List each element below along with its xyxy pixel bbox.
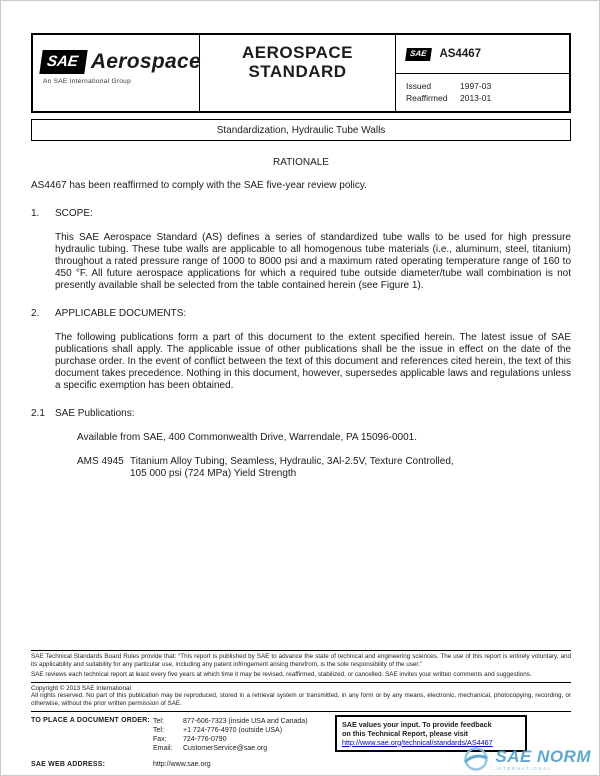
contact-row [153, 735, 308, 744]
logo-aerospace-text: Aerospace [90, 50, 201, 73]
contact-row [153, 717, 308, 726]
feedback-link[interactable]: http://www.sae.org/technical/standards/AS4467 [342, 737, 493, 747]
sae-publications-address: Available from SAE, 400 Commonwealth Drive, Warrendale, PA 15096-0001. [77, 432, 417, 443]
watermark-subtitle: INTERNATIONAL [495, 765, 552, 771]
footer-divider-bottom [31, 711, 571, 712]
review-policy-note: SAE reviews each technical report at least every five years at which time it may be revised, reaffirmed, stabilized, or cancelled. SAE invites your written comments and suggestions. [31, 671, 532, 679]
document-body [31, 157, 571, 480]
scope-heading-label: SCOPE: [55, 208, 93, 219]
contact-label: Email: [153, 744, 173, 752]
document-type-heading [200, 35, 396, 111]
footer-divider-mid [31, 682, 571, 683]
saenorm-watermark [462, 745, 591, 773]
applicable-documents-heading-label: APPLICABLE DOCUMENTS: [55, 308, 187, 319]
contact-value: +1 724-776-4970 (outside USA) [183, 726, 283, 734]
ams-reference-code: AMS 4945 [77, 456, 124, 467]
scope-text: This SAE Aerospace Standard (AS) defines a series of standardized tube walls to be used for high pressure hydraulic tubing. These tube walls are applicable to all homogenous tube materials (i.e., aluminum, steel, titanium) throughout a rated pressure range of 1000 to 8000 psi and a maximum rated operating temperature range of 160 to 450 °F. All future aerospace applications for which a required tube outside diameter/tube wall combination is not presently available shall be selected from the table contained herein (see Figure 1). [55, 232, 571, 291]
logo-subtitle: An SAE International Group [43, 78, 132, 85]
copyright-line: Copyright © 2013 SAE International [31, 684, 131, 692]
reaffirmed-label: Reaffirmed [406, 93, 448, 103]
applicable-documents-text: The following publications form a part of this document to the extent specified herein. The latest issue of SAE publications shall apply. The applicable issue of other publications shall be the issue in effect on the date of the purchase order. In the event of conflict between the text of this document and references cited herein, the text of this document takes precedence. Nothing in this document, however, supersedes applicable laws and regulations unless a specific exemption has been obtained. [55, 332, 571, 391]
sae-publications-heading-label: SAE Publications: [55, 408, 135, 419]
ams-reference-row [77, 456, 571, 480]
contact-value: 877-606-7323 (inside USA and Canada) [183, 717, 308, 725]
all-rights-reserved-line: All rights reserved. No part of this publication may be reproduced, stored in a retrieval system or transmitted, in any form or by any means, electronic, mechanical, photocopying, recording, or otherwise, without the prior written permission of SAE. [31, 692, 571, 707]
watermark-title: SAE NORM [495, 746, 591, 766]
document-number: AS4467 [439, 48, 482, 60]
order-contacts [153, 717, 308, 753]
document-title: Standardization, Hydraulic Tube Walls [31, 119, 571, 141]
rationale-text: AS4467 has been reaffirmed to comply with the SAE five-year review policy. [31, 180, 367, 191]
sae-publications-number: 2.1 [31, 408, 45, 419]
document-header [31, 33, 571, 113]
contact-value: 724-776-0790 [183, 735, 227, 743]
document-id-block [396, 35, 569, 111]
sae-logo-small-icon: SAE [405, 48, 432, 61]
feedback-text-line2: on this Technical Report, please visit [342, 728, 469, 738]
contact-row [153, 744, 308, 753]
rationale-heading: RATIONALE [273, 157, 329, 168]
sae-logo-icon: SAE [39, 50, 87, 74]
sae-aerospace-logo [33, 35, 200, 111]
issued-label: Issued [406, 81, 432, 91]
ams-reference-description: Titanium Alloy Tubing, Seamless, Hydraulic, 3Al-2.5V, Texture Controlled, 105 000 psi (724 MPa) Yield Strength [130, 456, 454, 479]
scope-number: 1. [31, 208, 40, 219]
order-label: TO PLACE A DOCUMENT ORDER: [31, 716, 150, 724]
reaffirmed-date: 2013-01 [460, 93, 492, 103]
contact-label: Tel: [153, 717, 164, 725]
footer-divider-top [31, 650, 571, 651]
applicable-documents-heading [31, 308, 571, 320]
tsb-rules-disclaimer: SAE Technical Standards Board Rules provide that: “This report is published by SAE to advance the state of technical and engineering sciences. The use of this report is entirely voluntary, and its applicability and suitability for any particular use, including any patent infringement arising therefrom, is the sole responsibility of the user.” [31, 653, 571, 668]
contact-label: Fax: [153, 735, 167, 743]
doc-type-line1: AEROSPACE [242, 43, 353, 62]
web-address-value: http://www.sae.org [153, 760, 211, 768]
issued-date: 1997-03 [460, 81, 492, 91]
contact-label: Tel: [153, 726, 164, 734]
scope-heading [31, 208, 571, 220]
saenorm-logo-icon [462, 745, 490, 773]
contact-row [153, 726, 308, 735]
contact-value: CustomerService@sae.org [183, 744, 268, 752]
sae-publications-heading [31, 408, 571, 420]
revision-dates [396, 74, 569, 104]
applicable-documents-number: 2. [31, 308, 40, 319]
feedback-text-line1: SAE values your input. To provide feedback [342, 719, 492, 729]
doc-type-line2: STANDARD [248, 62, 347, 81]
web-address-label: SAE WEB ADDRESS: [31, 760, 106, 768]
